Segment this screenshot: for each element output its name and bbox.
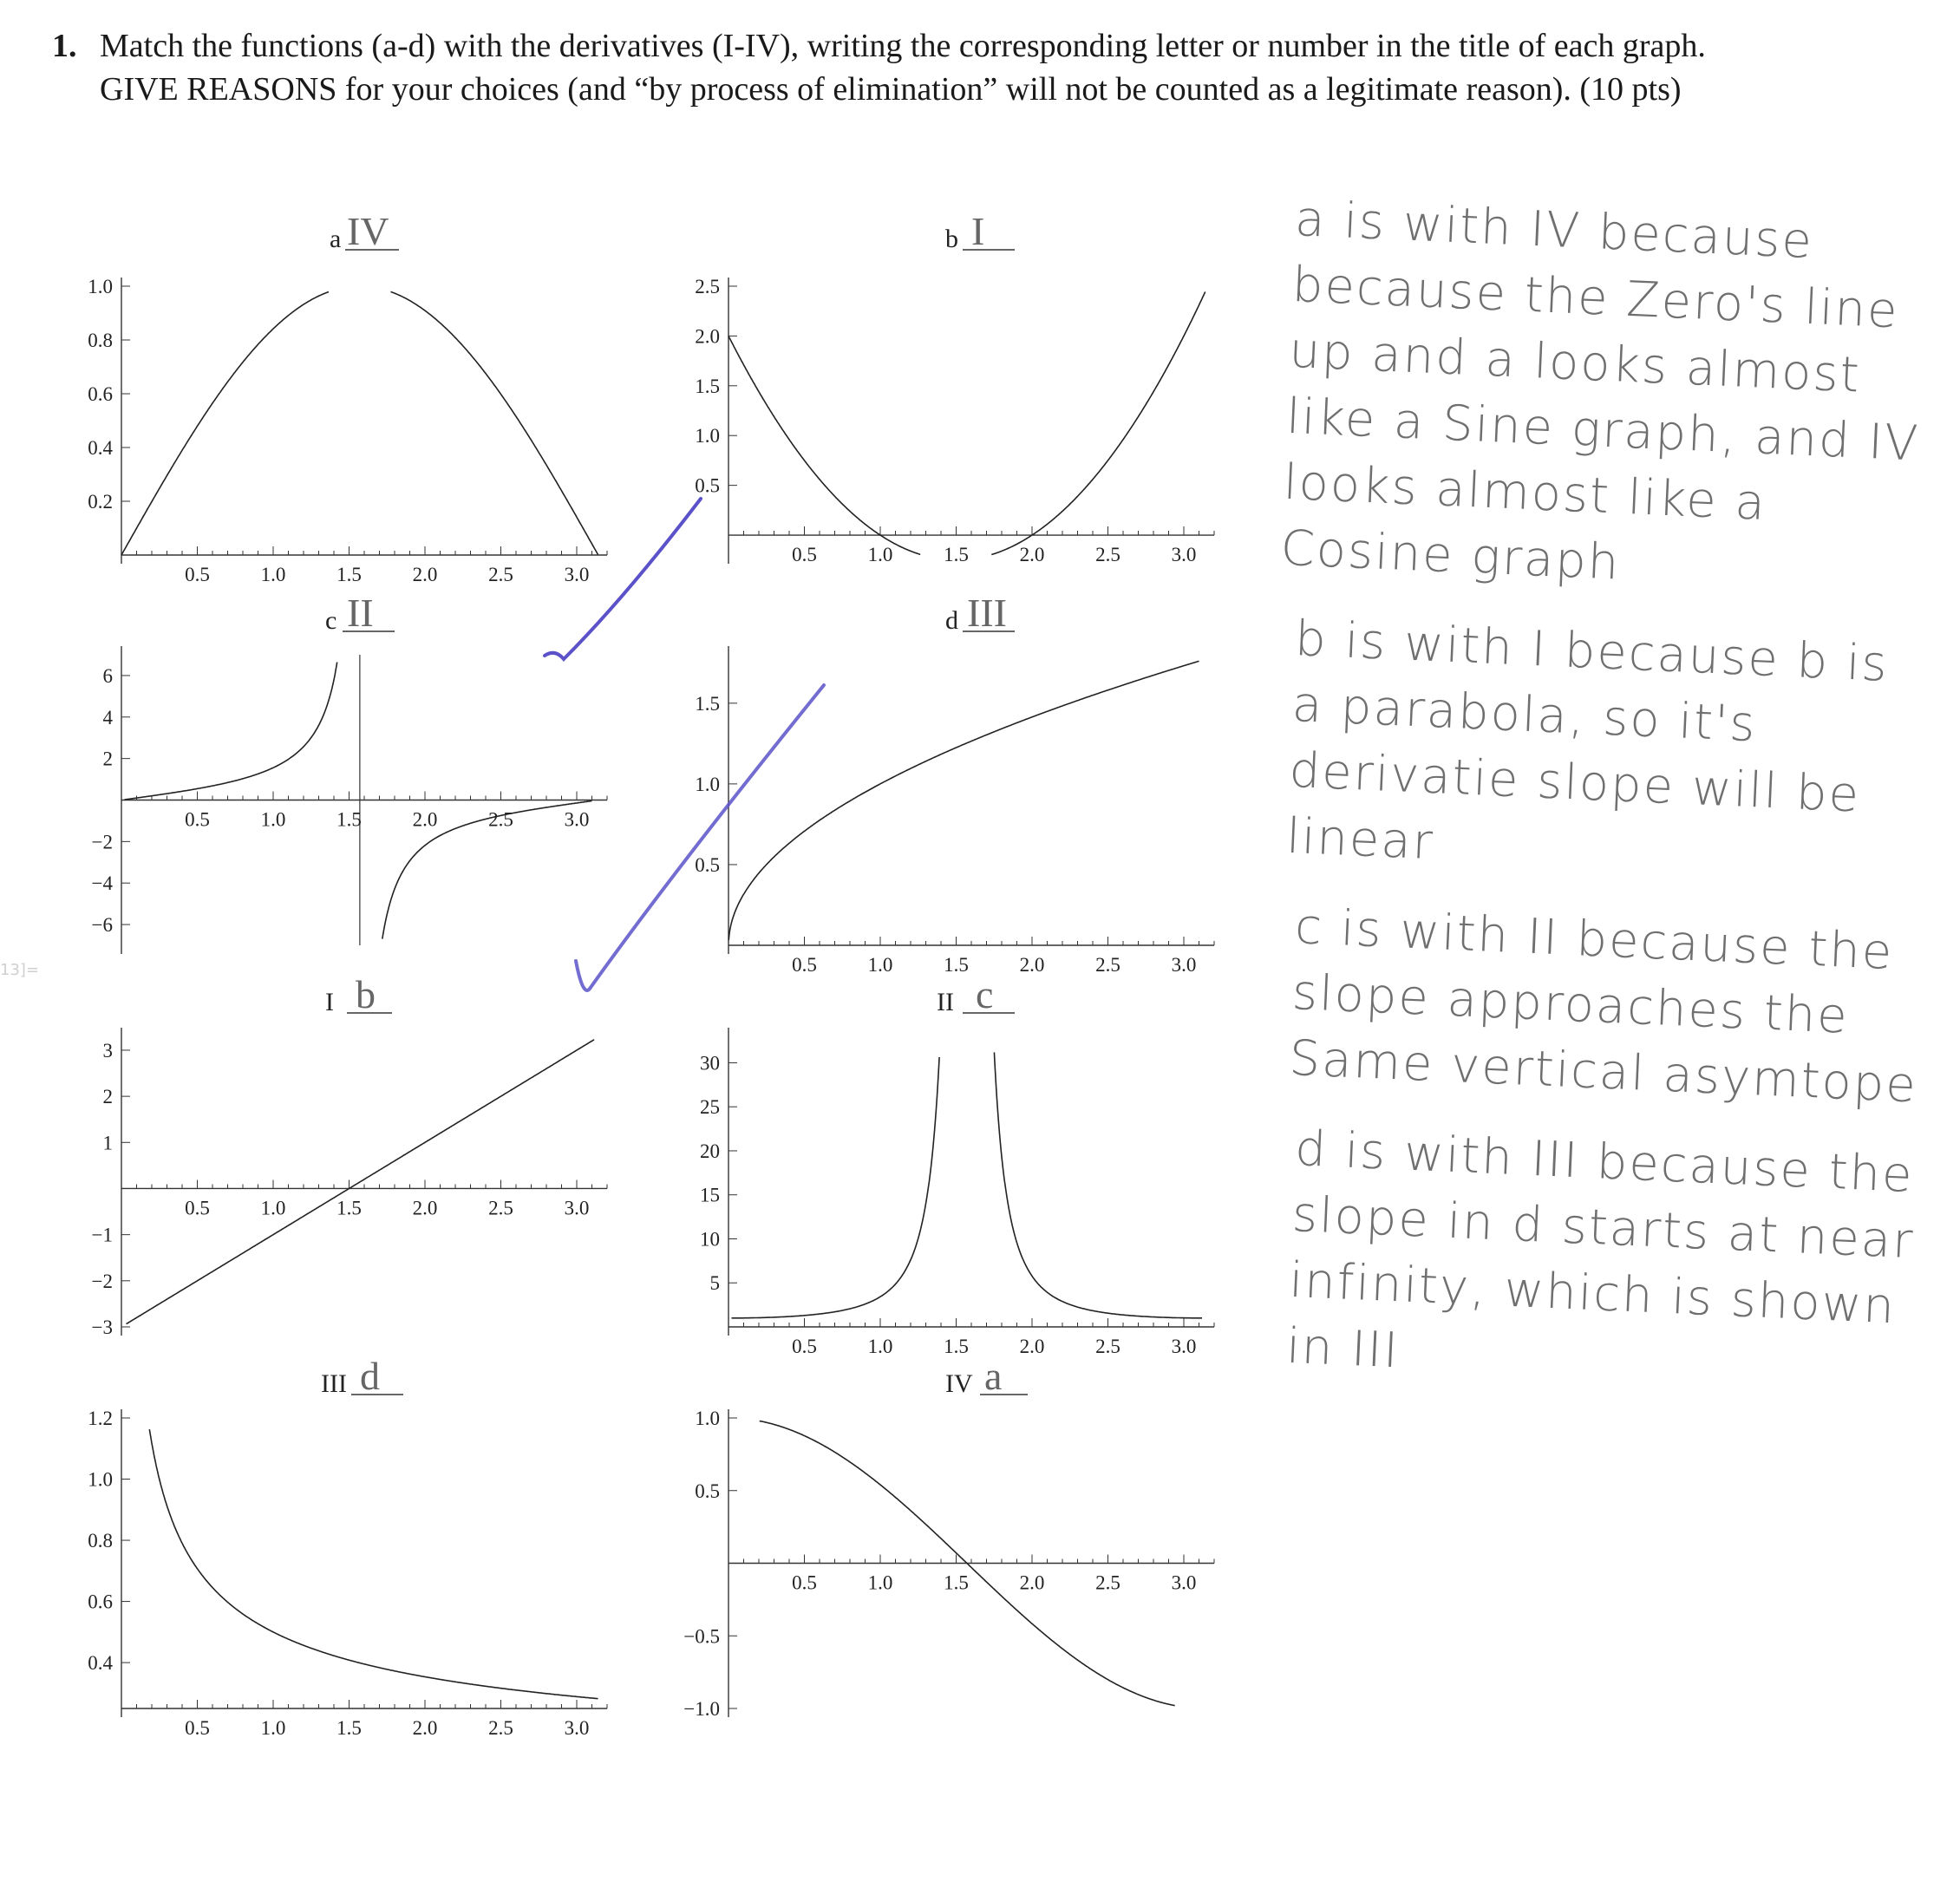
x-tick-label: 2.0 — [412, 808, 438, 831]
x-tick-label: 2.0 — [1019, 954, 1045, 976]
y-tick-label: 20 — [700, 1140, 720, 1162]
axes-I — [121, 1028, 607, 1336]
axes-IV — [728, 1409, 1214, 1717]
y-tick-label: 1 — [102, 1132, 113, 1154]
reason-d: d is with III because the slope in d starts at near infinity, which is shown in III — [1285, 1120, 1916, 1380]
y-tick-label: 1.5 — [695, 375, 720, 397]
y-tick-label: 0.4 — [88, 437, 113, 459]
x-tick-label: 3.0 — [1171, 544, 1197, 566]
graph-II — [676, 972, 1240, 1357]
y-tick-label: 1.0 — [695, 425, 720, 448]
y-tick-label: 3 — [102, 1039, 113, 1062]
x-tick-label: 0.5 — [792, 544, 817, 566]
y-tick-label: 25 — [700, 1096, 720, 1119]
graph-title-b: b — [945, 225, 958, 253]
x-tick-label: 3.0 — [1171, 954, 1197, 976]
axes-d — [728, 646, 1214, 954]
x-tick-label: 1.5 — [944, 1336, 969, 1357]
x-tick-label: 2.0 — [1019, 1571, 1045, 1594]
y-tick-label: 1.0 — [695, 773, 720, 795]
x-tick-label: 3.0 — [564, 1717, 590, 1739]
y-tick-label: 15 — [700, 1184, 720, 1206]
graph-answer-II: c — [976, 972, 994, 1016]
x-tick-label: 1.0 — [867, 544, 893, 566]
y-tick-label: −2 — [91, 831, 113, 853]
y-tick-label: 1.5 — [695, 692, 720, 715]
x-tick-label: 0.5 — [792, 1571, 817, 1594]
x-tick-label: 0.5 — [185, 1717, 210, 1739]
x-tick-label: 1.5 — [944, 1571, 969, 1594]
y-tick-label: 10 — [700, 1228, 720, 1251]
margin-mark: 13]= — [0, 961, 40, 979]
graph-answer-a: IV — [347, 209, 389, 253]
x-tick-labels-III — [185, 1717, 589, 1739]
x-tick-label: 3.0 — [1171, 1571, 1197, 1594]
x-tick-label: 1.0 — [260, 1717, 286, 1739]
y-tick-label: 1.2 — [88, 1408, 113, 1429]
y-tick-label: 4 — [102, 706, 113, 728]
graph-title-IV: IV — [945, 1369, 973, 1398]
graph-b — [676, 208, 1240, 572]
reason-c: c is with II because the slope approaches the Same vertical asymtope — [1288, 898, 1919, 1114]
y-tick-label: 0.6 — [88, 383, 113, 405]
x-tick-label: 3.0 — [564, 564, 590, 585]
x-tick-label: 1.5 — [336, 1717, 362, 1739]
graph-c — [69, 591, 633, 971]
graph-answer-I: b — [356, 972, 376, 1016]
curve-II — [732, 1052, 1203, 1317]
x-tick-label: 2.5 — [488, 1197, 513, 1219]
y-tick-label: −1 — [91, 1224, 113, 1246]
graph-a — [69, 208, 633, 585]
y-tick-label: 0.2 — [88, 491, 113, 513]
curve-d — [728, 661, 1199, 940]
y-tick-label: −1.0 — [683, 1698, 720, 1720]
graph-answer-b: I — [971, 209, 985, 253]
x-tick-label: 3.0 — [564, 808, 590, 831]
x-tick-label: 1.0 — [867, 1571, 893, 1594]
axes-II — [728, 1028, 1214, 1336]
x-tick-labels-b — [792, 544, 1196, 565]
x-tick-label: 0.5 — [792, 954, 817, 976]
x-tick-label: 0.5 — [185, 564, 210, 585]
x-tick-label: 2.0 — [412, 1197, 438, 1219]
axes-c — [121, 646, 607, 954]
graph-d — [676, 591, 1240, 976]
x-tick-label: 1.0 — [260, 1197, 286, 1219]
x-tick-labels-a — [185, 564, 589, 585]
x-tick-label: 1.5 — [336, 808, 362, 831]
y-tick-labels-b — [695, 276, 720, 497]
x-tick-label: 0.5 — [792, 1336, 817, 1357]
x-tick-label: 1.5 — [336, 564, 362, 585]
x-tick-label: 2.5 — [1095, 544, 1120, 566]
axes-a — [121, 278, 607, 564]
question-text: Match the functions (a-d) with the derivatives (I-IV), writing the corresponding letter or number in the title of each graph. GIVE REASONS for your choices (and “by process of elimination” will not be counted as a legitimate reason). (10 pts) — [100, 28, 1706, 108]
curve-III — [149, 1429, 598, 1699]
handwritten-reasons — [1279, 186, 1938, 1404]
x-tick-label: 3.0 — [1171, 1336, 1197, 1357]
x-tick-label: 1.0 — [260, 564, 286, 585]
graph-title-d: d — [945, 606, 958, 635]
y-tick-label: −4 — [91, 872, 113, 895]
x-tick-label: 1.5 — [944, 544, 969, 566]
y-tick-label: 1.0 — [88, 276, 113, 297]
x-tick-label: 2.5 — [488, 808, 513, 831]
x-tick-label: 2.0 — [1019, 544, 1045, 566]
reason-b: b is with I because b is a parabola, so it's derivatie slope will be linear — [1285, 610, 1891, 872]
y-tick-label: 30 — [700, 1052, 720, 1075]
y-tick-labels-I — [92, 1040, 113, 1338]
graph-answer-IV: a — [984, 1354, 1003, 1398]
x-tick-label: 2.5 — [488, 564, 513, 585]
x-tick-label: 2.5 — [1095, 1336, 1120, 1357]
y-tick-label: 2.0 — [695, 325, 720, 348]
x-tick-labels-IV — [792, 1572, 1196, 1594]
curve-I — [127, 1040, 595, 1324]
y-tick-label: 1.0 — [695, 1408, 720, 1429]
x-tick-label: 2.0 — [412, 564, 438, 585]
x-tick-label: 1.5 — [336, 1197, 362, 1219]
question-prompt — [52, 24, 1752, 111]
y-tick-label: 2 — [102, 1086, 113, 1108]
y-tick-label: 0.5 — [695, 853, 720, 876]
y-tick-label: 6 — [102, 664, 113, 687]
x-tick-labels-c — [185, 809, 589, 831]
x-tick-label: 2.5 — [1095, 954, 1120, 976]
x-tick-label: 2.0 — [1019, 1336, 1045, 1357]
graph-title-I: I — [325, 988, 334, 1016]
y-tick-label: 0.6 — [88, 1591, 113, 1613]
graph-answer-d: III — [967, 591, 1007, 635]
y-tick-label: −6 — [91, 914, 113, 937]
curve-b — [728, 291, 1205, 554]
x-tick-label: 1.0 — [867, 954, 893, 976]
y-tick-label: −0.5 — [683, 1625, 720, 1648]
y-tick-labels-d — [695, 693, 720, 876]
y-tick-label: 0.8 — [88, 330, 113, 351]
question-number: 1. — [52, 28, 77, 64]
y-tick-label: 1.0 — [88, 1468, 113, 1491]
y-tick-label: 0.5 — [695, 474, 720, 497]
y-tick-labels-c — [92, 665, 114, 936]
y-tick-label: 2 — [102, 748, 113, 770]
x-tick-label: 2.5 — [1095, 1571, 1120, 1594]
x-tick-label: 1.0 — [260, 808, 286, 831]
x-tick-label: 0.5 — [185, 1197, 210, 1219]
graph-IV — [676, 1354, 1240, 1734]
x-tick-label: 2.5 — [488, 1717, 513, 1739]
y-tick-label: 2.5 — [695, 276, 720, 297]
curve-a — [121, 291, 598, 555]
y-tick-label: 0.8 — [88, 1530, 113, 1552]
graph-title-c: c — [325, 606, 337, 635]
x-tick-label: 1.5 — [944, 954, 969, 976]
y-tick-label: −2 — [91, 1270, 113, 1292]
graph-title-a: a — [330, 225, 342, 253]
graph-III — [69, 1354, 633, 1739]
y-tick-label: −3 — [91, 1316, 113, 1338]
x-tick-label: 1.0 — [867, 1336, 893, 1357]
y-tick-label: 0.4 — [88, 1652, 113, 1675]
y-tick-labels-II — [700, 1052, 720, 1294]
axes-b — [728, 278, 1214, 564]
reason-a: a is with IV because because the Zero's line up and a looks almost like a Sine graph, and IV looks almost like a Cosine graph — [1279, 190, 1921, 591]
x-tick-label: 2.0 — [412, 1717, 438, 1739]
graph-answer-III: d — [360, 1354, 380, 1398]
graph-I — [69, 972, 633, 1353]
graph-title-III: III — [321, 1369, 347, 1398]
x-tick-label: 3.0 — [564, 1197, 590, 1219]
y-tick-label: 5 — [709, 1272, 720, 1295]
x-tick-labels-d — [792, 954, 1196, 976]
y-tick-labels-III — [88, 1408, 113, 1674]
y-tick-labels-a — [88, 276, 113, 513]
x-tick-label: 0.5 — [185, 808, 210, 831]
y-tick-labels-IV — [683, 1408, 720, 1720]
graph-answer-c: II — [347, 591, 374, 635]
graph-title-II: II — [937, 988, 954, 1016]
y-tick-label: 0.5 — [695, 1480, 720, 1502]
x-tick-labels-I — [185, 1197, 589, 1218]
